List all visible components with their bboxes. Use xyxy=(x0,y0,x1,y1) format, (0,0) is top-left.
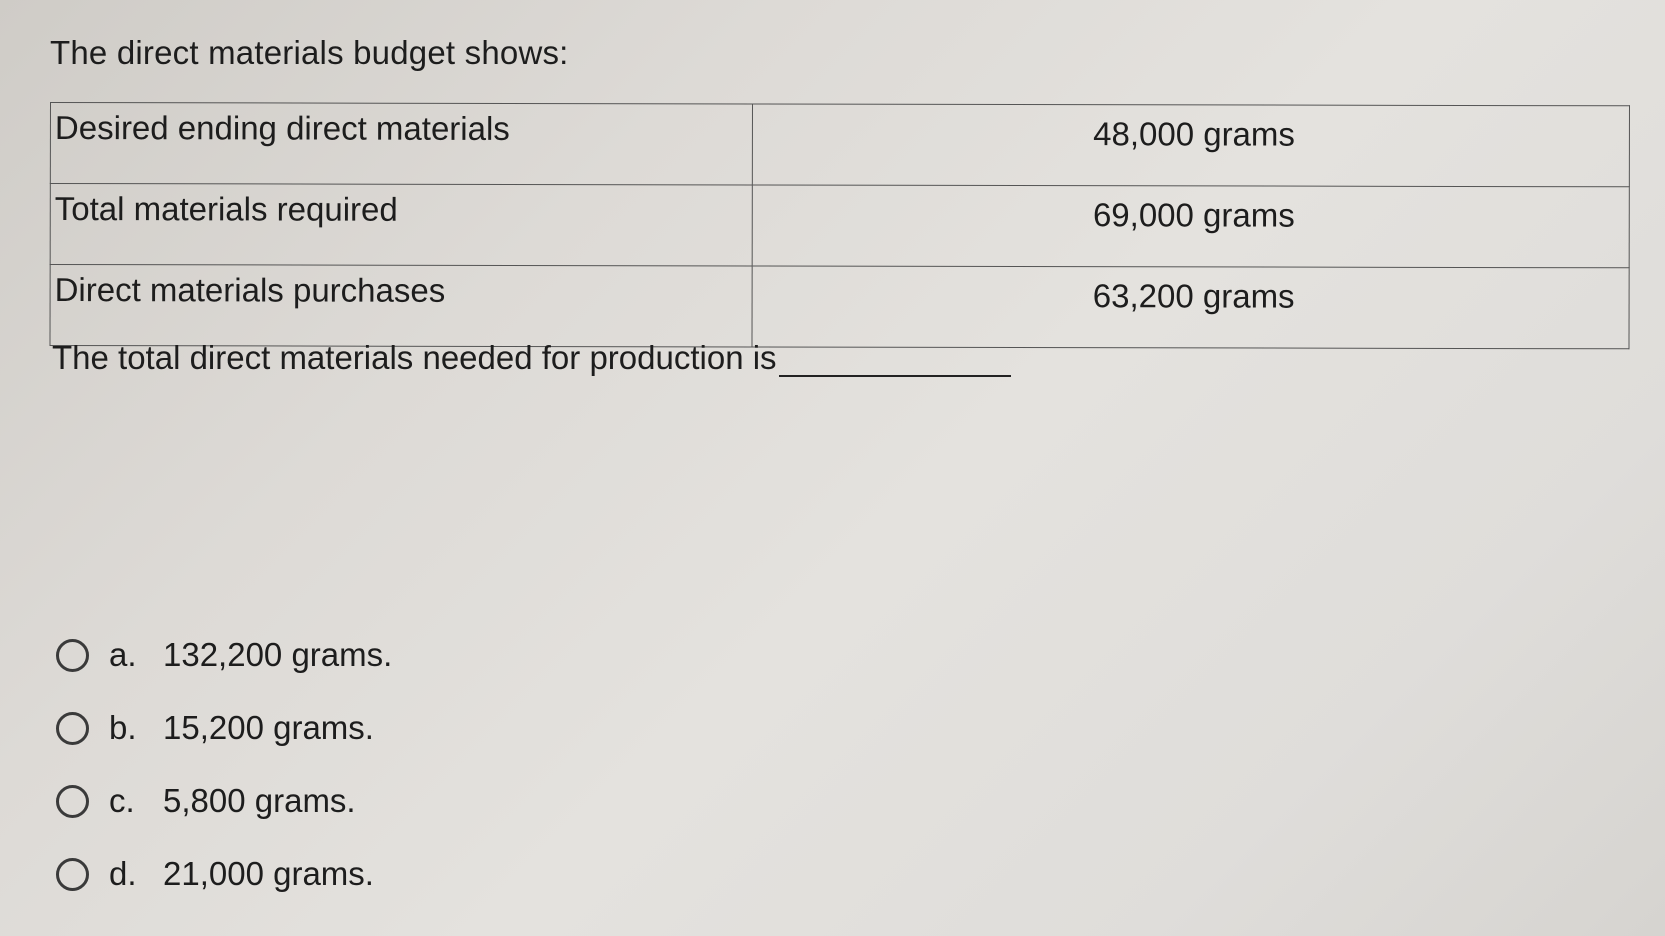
radio-button-b[interactable] xyxy=(56,712,89,745)
row-value: 63,200 grams xyxy=(752,266,1629,349)
answer-options xyxy=(56,636,392,928)
option-letter: a. xyxy=(109,636,137,673)
row-value: 69,000 grams xyxy=(752,185,1629,268)
row-label: Desired ending direct materials xyxy=(50,103,752,185)
question-text: The total direct materials needed for production is xyxy=(52,339,777,376)
option-b[interactable] xyxy=(56,709,392,747)
intro-text: The direct materials budget shows: xyxy=(50,34,569,71)
radio-button-d[interactable] xyxy=(56,858,89,891)
row-label: Total materials required xyxy=(50,184,752,266)
option-text: 5,800 grams. xyxy=(163,782,356,819)
option-text: 132,200 grams. xyxy=(163,636,393,673)
option-text: 15,200 grams. xyxy=(163,709,374,746)
option-letter: c. xyxy=(109,782,135,819)
option-letter: b. xyxy=(109,709,137,746)
question-prompt xyxy=(52,339,1011,377)
answer-blank xyxy=(779,345,1011,377)
option-d[interactable] xyxy=(56,855,392,893)
option-text: 21,000 grams. xyxy=(163,855,374,892)
table-row xyxy=(50,265,1629,349)
radio-button-c[interactable] xyxy=(56,785,89,818)
table-row xyxy=(50,184,1629,268)
row-label: Direct materials purchases xyxy=(50,265,752,347)
budget-table xyxy=(49,102,1630,349)
option-c[interactable] xyxy=(56,782,392,820)
row-value: 48,000 grams xyxy=(752,104,1629,187)
option-a[interactable] xyxy=(56,636,392,674)
radio-button-a[interactable] xyxy=(56,639,89,672)
option-letter: d. xyxy=(109,855,137,892)
table-row xyxy=(50,103,1629,187)
